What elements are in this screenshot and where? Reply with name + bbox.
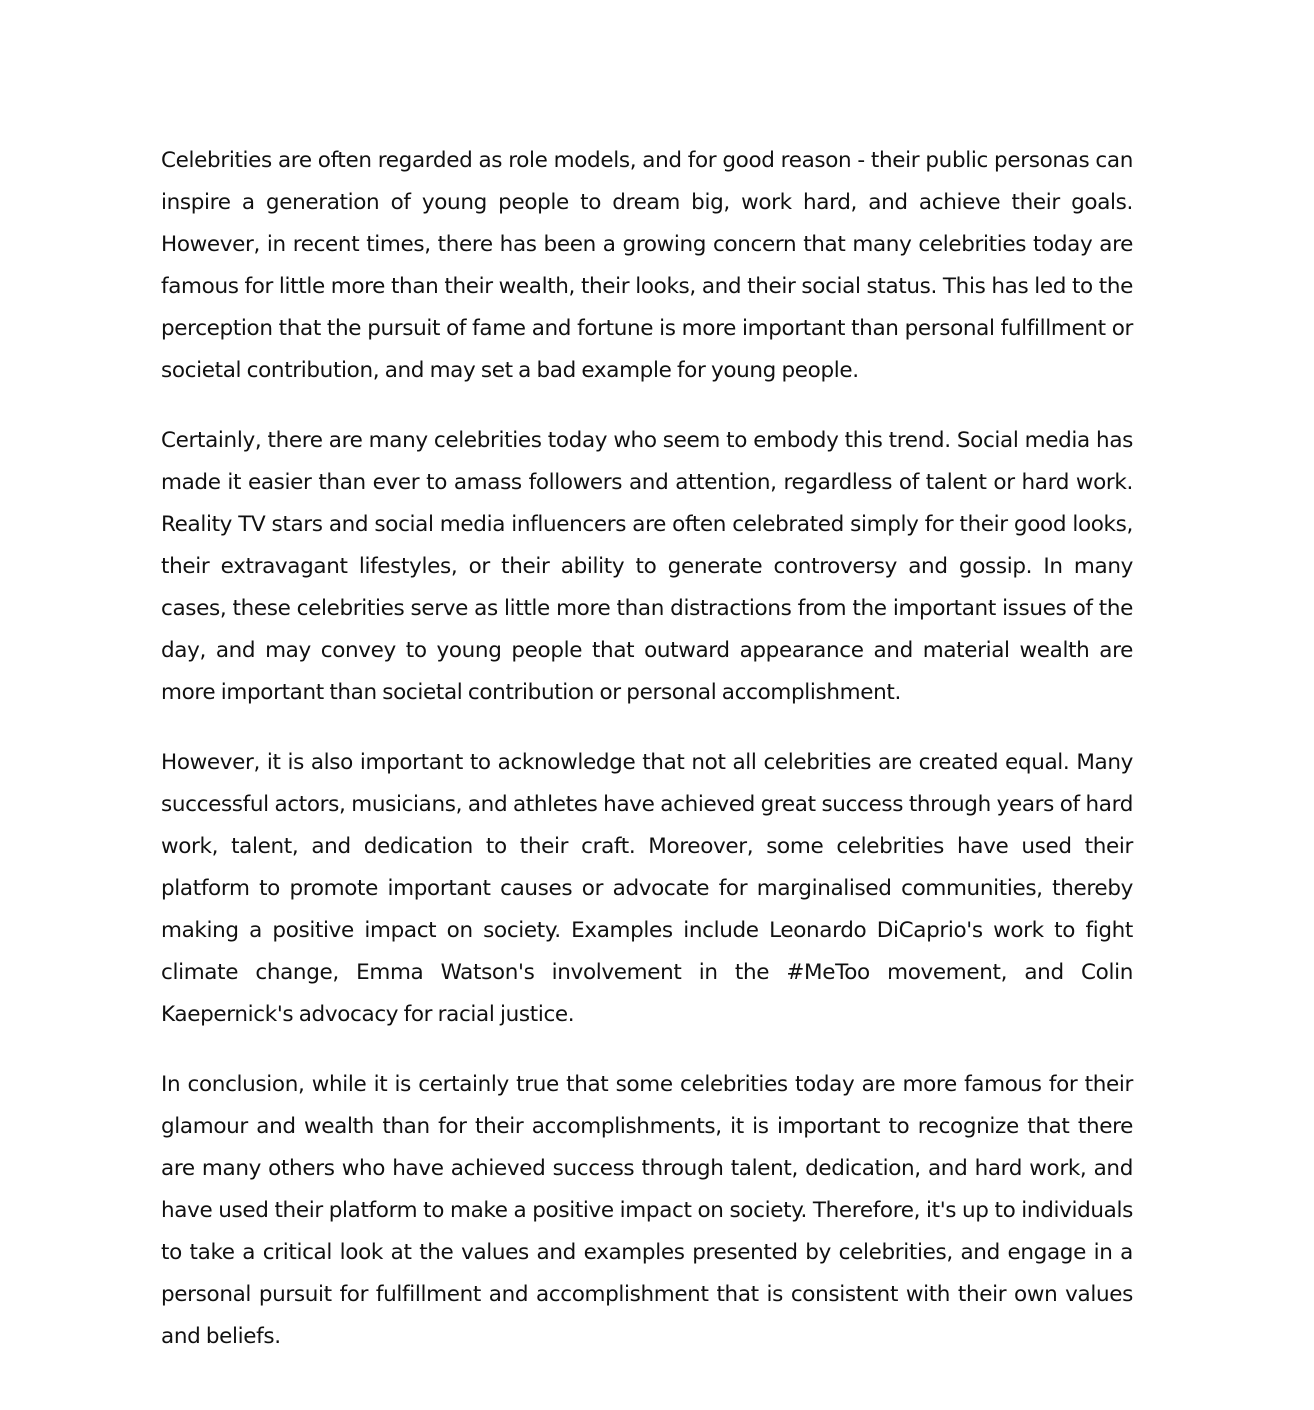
paragraph-introduction: Celebrities are often regarded as role models, and for good reason - their public personas can inspire a generation of young people to dream big, work hard, and achieve their goals. However, in recent times, there has been a growing concern that many celebrities today are famous for little more than their wealth, their looks, and their social status. This has led to the perception that the pursuit of fame and fortune is more important than personal fulfillment or societal contribution, and may set a bad example for young people. bbox=[161, 148, 1133, 383]
paragraph-counterpoint: However, it is also important to acknowledge that not all celebrities are created equal. Many successful actors, musicians, and athletes have achieved great success through years of hard work, talent, and dedication to their craft. Moreover, some celebrities have used their platform to promote important causes or advocate for marginalised communities, thereby making a positive impact on society. Examples include Leonardo DiCaprio's work to fight climate change, Emma Watson's involvement in the #MeToo movement, and Colin Kaepernick's advocacy for racial justice. bbox=[161, 750, 1133, 1027]
paragraph-conclusion: In conclusion, while it is certainly true that some celebrities today are more famous for their glamour and wealth than for their accomplishments, it is important to recognize that there are many others who have achieved success through talent, dedication, and hard work, and have used their platform to make a positive impact on society. Therefore, it's up to individuals to take a critical look at the values and examples presented by celebrities, and engage in a personal pursuit for fulfillment and accomplishment that is consistent with their own values and beliefs. bbox=[161, 1072, 1133, 1349]
document-body bbox=[161, 140, 1133, 1358]
paragraph-social-media-trend: Certainly, there are many celebrities today who seem to embody this trend. Social media has made it easier than ever to amass followers and attention, regardless of talent or hard work. Reality TV stars and social media influencers are often celebrated simply for their good looks, their extravagant lifestyles, or their ability to generate controversy and gossip. In many cases, these celebrities serve as little more than distractions from the important issues of the day, and may convey to young people that outward appearance and material wealth are more important than societal contribution or personal accomplishment. bbox=[161, 428, 1133, 705]
